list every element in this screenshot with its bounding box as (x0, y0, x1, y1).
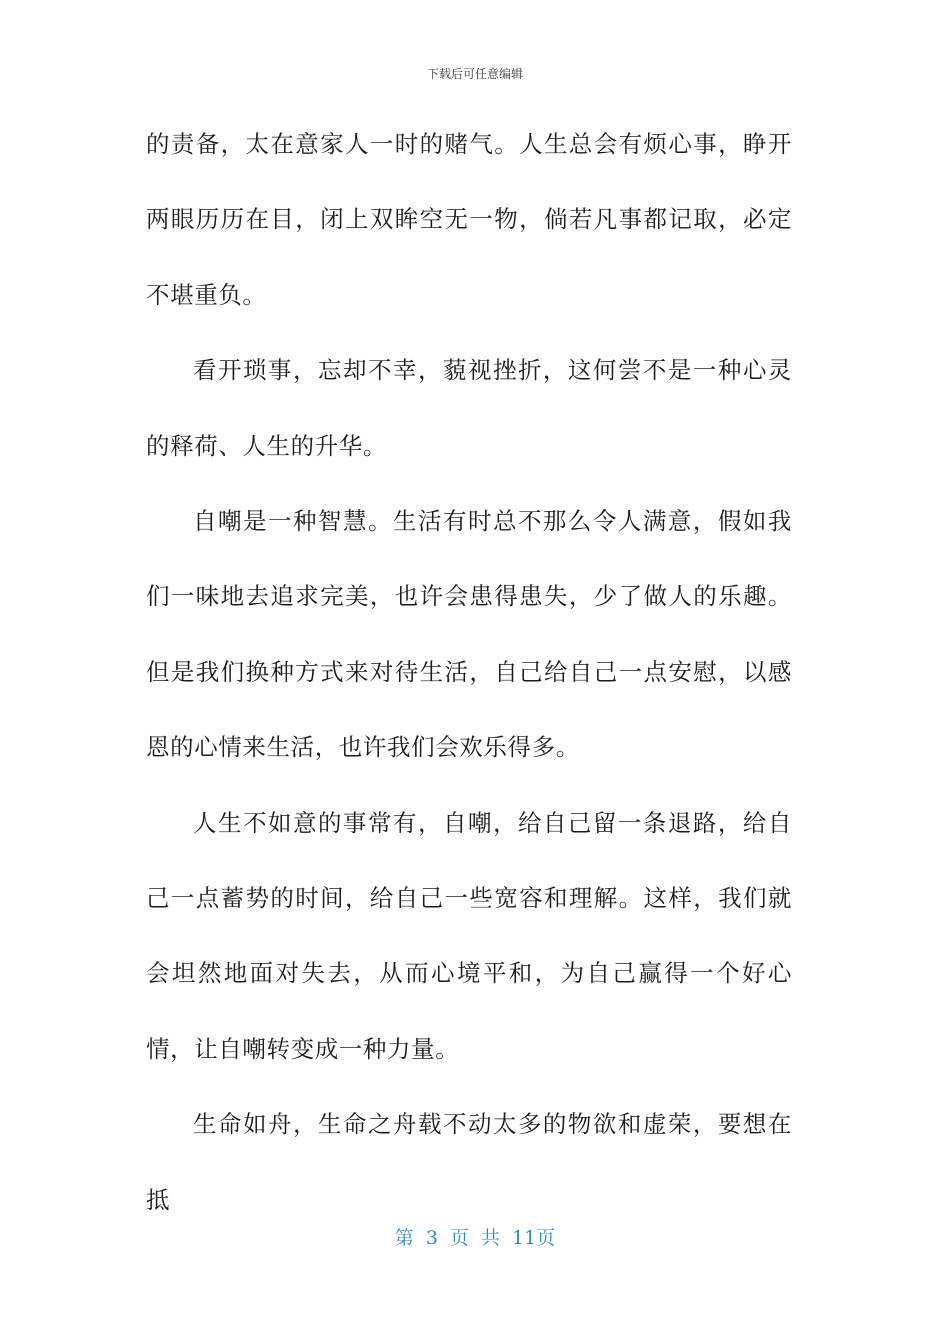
paragraph: 生命如舟，生命之舟载不动太多的物欲和虚荣，要想在抵 (146, 1110, 792, 1214)
paragraph: 人生不如意的事常有，自嘲，给自己留一条退路，给自己一点蓄势的时间，给自己一些宽容和理解。这样，我们就会坦然地面对失去，从而心境平和，为自己赢得一个好心情，让自嘲转变成一种力量。 (146, 808, 792, 1063)
paragraph: 看开琐事，忘却不幸，藐视挫折，这何尝不是一种心灵的释荷、人生的升华。 (146, 356, 792, 460)
page-header: 下载后可任意编辑 (426, 67, 523, 81)
paragraph-continuation: 的责备，太在意家人一时的赌气。人生总会有烦心事，睁开两眼历历在目，闭上双眸空无一物，倘若凡事都记取，必定不堪重负。 (146, 130, 792, 309)
page-number-footer: 第 3 页 共 11页 (394, 1227, 556, 1249)
document-body (146, 107, 792, 1238)
paragraph: 自嘲是一种智慧。生活有时总不那么令人满意，假如我们一味地去追求完美，也许会患得患失，少了做人的乐趣。但是我们换种方式来对待生活，自己给自己一点安慰，以感恩的心情来生活，也许我们会欢乐得多。 (146, 507, 792, 762)
